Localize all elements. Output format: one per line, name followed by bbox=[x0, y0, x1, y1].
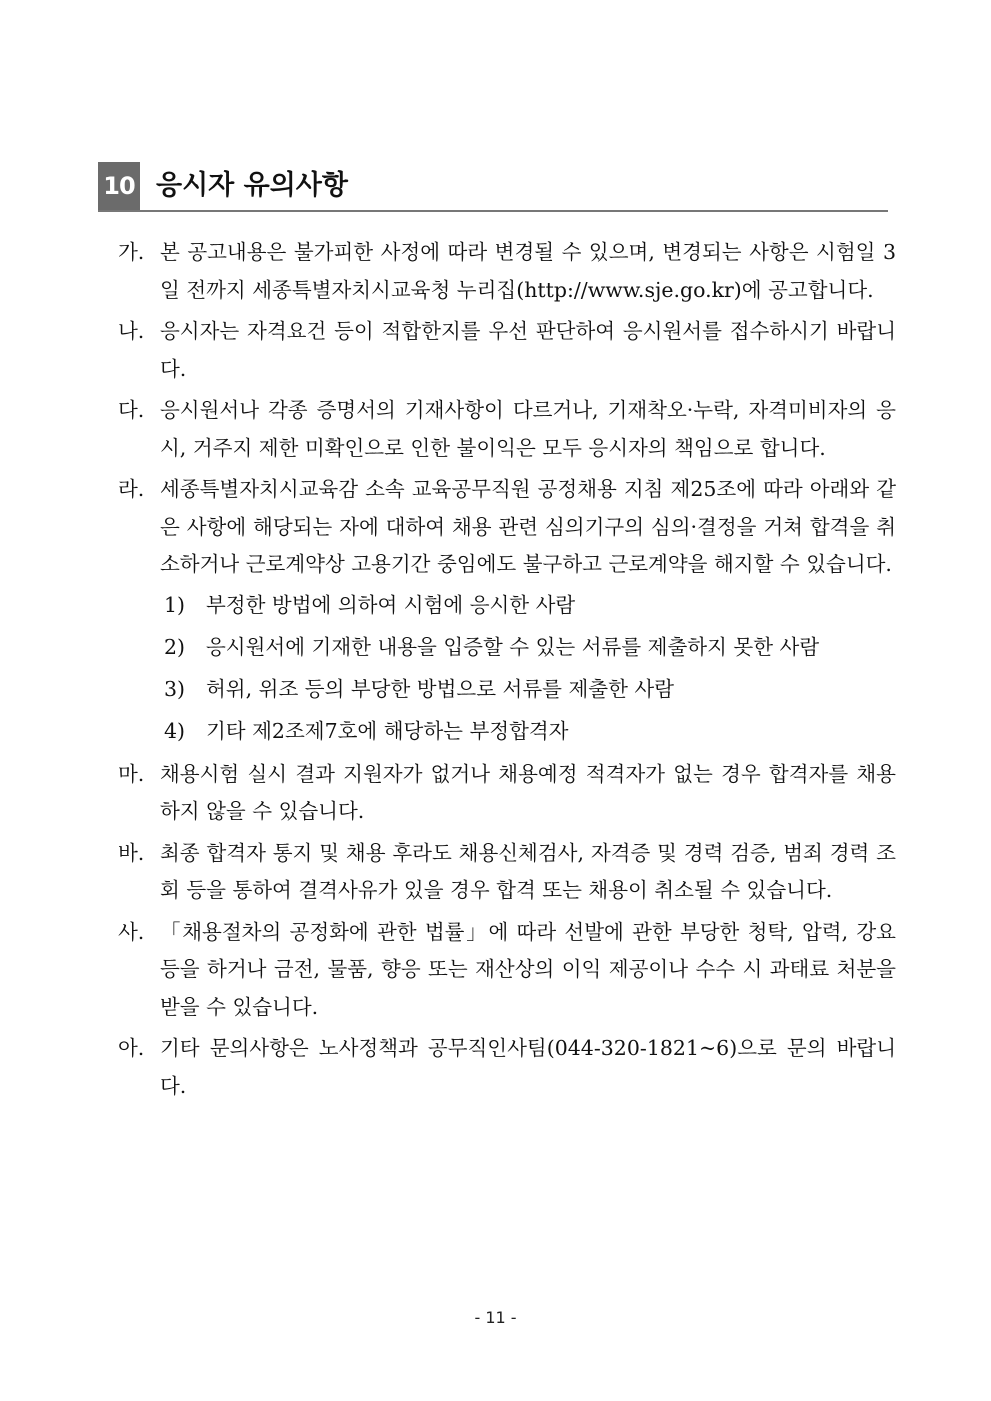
item-text: 응시원서나 각종 증명서의 기재사항이 다르거나, 기재착오·누락, 자격미비자의 응시, 거주지 제한 미확인으로 인한 불이익은 모두 응시자의 책임으로 합니다. bbox=[160, 398, 896, 460]
item-text: 기타 문의사항은 노사정책과 공무직인사팀(044-320-1821~6)으로 문의 바랍니다. bbox=[160, 1036, 896, 1098]
item-text: 응시자는 자격요건 등이 적합한지를 우선 판단하여 응시원서를 접수하시기 바랍니다. bbox=[160, 319, 896, 381]
item-marker: 바. bbox=[118, 840, 145, 865]
notice-item bbox=[118, 471, 896, 752]
page-number: - 11 - bbox=[474, 1308, 517, 1327]
sub-item-text: 기타 제2조제7호에 해당하는 부정합격자 bbox=[206, 718, 569, 743]
item-marker: 아. bbox=[118, 1036, 145, 1060]
item-marker: 라. bbox=[118, 477, 145, 501]
notice-item bbox=[118, 756, 896, 831]
sub-item-marker: 2) bbox=[164, 634, 186, 659]
item-marker: 사. bbox=[118, 919, 145, 944]
item-marker: 다. bbox=[118, 398, 145, 422]
sub-item bbox=[160, 626, 896, 668]
item-text: 본 공고내용은 불가피한 사정에 따라 변경될 수 있으며, 변경되는 사항은 시험일 3일 전까지 세종특별자치시교육청 누리집(http://www.sje.go.kr)에 공고합니다. bbox=[160, 240, 896, 302]
item-text: 세종특별자치시교육감 소속 교육공무직원 공정채용 지침 제25조에 따라 아래와 같은 사항에 해당되는 자에 대하여 채용 관련 심의기구의 심의·결정을 거쳐 합격을 취소하거나 근로계약상 고용기간 중임에도 불구하고 근로계약을 해지할 수 있습니다. bbox=[160, 477, 896, 576]
notice-list bbox=[118, 234, 896, 1109]
notice-item bbox=[118, 1030, 896, 1105]
section-number-badge: 10 bbox=[98, 162, 140, 210]
item-text: 최종 합격자 통지 및 채용 후라도 채용신체검사, 자격증 및 경력 검증, 범죄 경력 조회 등을 통하여 결격사유가 있을 경우 합격 또는 채용이 취소될 수 있습니다. bbox=[160, 840, 896, 902]
item-marker: 나. bbox=[118, 319, 145, 343]
section-title: 응시자 유의사항 bbox=[156, 170, 348, 201]
sub-item bbox=[160, 584, 896, 626]
sub-item-text: 허위, 위조 등의 부당한 방법으로 서류를 제출한 사람 bbox=[206, 676, 674, 701]
item-text: 채용시험 실시 결과 지원자가 없거나 채용예정 적격자가 없는 경우 합격자를 채용하지 않을 수 있습니다. bbox=[160, 761, 896, 823]
notice-item bbox=[118, 313, 896, 388]
sub-item-marker: 3) bbox=[164, 676, 186, 701]
item-marker: 가. bbox=[118, 240, 145, 264]
sub-item bbox=[160, 668, 896, 710]
notice-item bbox=[118, 835, 896, 910]
notice-item bbox=[118, 234, 896, 309]
notice-item bbox=[118, 914, 896, 1027]
sub-item-text: 응시원서에 기재한 내용을 입증할 수 있는 서류를 제출하지 못한 사람 bbox=[206, 634, 820, 659]
item-marker: 마. bbox=[118, 761, 145, 786]
sub-item-marker: 4) bbox=[164, 718, 186, 743]
section-heading bbox=[98, 162, 888, 212]
sub-item bbox=[160, 710, 896, 752]
item-text: 「채용절차의 공정화에 관한 법률」에 따라 선발에 관한 부당한 청탁, 압력, 강요 등을 하거나 금전, 물품, 향응 또는 재산상의 이익 제공이나 수수 시 과태료 처분을 받을 수 있습니다. bbox=[160, 919, 896, 1019]
sub-item-marker: 1) bbox=[164, 592, 186, 617]
notice-item bbox=[118, 392, 896, 467]
sub-item-text: 부정한 방법에 의하여 시험에 응시한 사람 bbox=[206, 592, 576, 617]
